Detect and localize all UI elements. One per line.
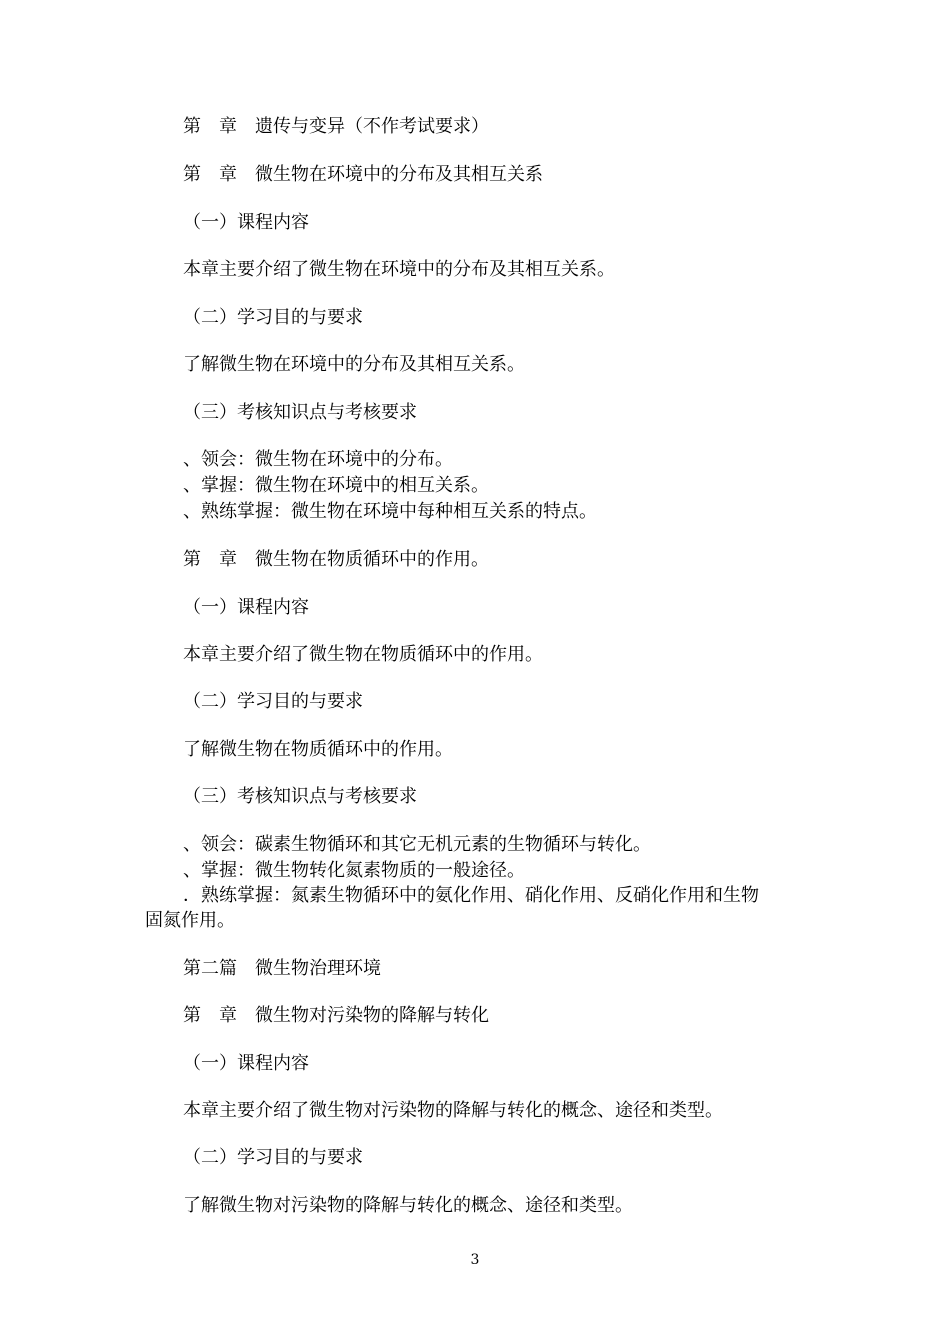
- list-item-continuation: 固氮作用。: [145, 910, 235, 931]
- list-item: 、掌握：微生物在环境中的相互关系。: [183, 475, 489, 496]
- section-heading: （三）考核知识点与考核要求: [183, 786, 417, 807]
- paragraph: 本章主要介绍了微生物在物质循环中的作用。: [183, 644, 543, 665]
- paragraph: 本章主要介绍了微生物在环境中的分布及其相互关系。: [183, 259, 615, 280]
- section-heading: （二）学习目的与要求: [183, 307, 363, 328]
- part-heading: 第二篇 微生物治理环境: [183, 958, 381, 979]
- section-heading: （二）学习目的与要求: [183, 691, 363, 712]
- section-heading: （一）课程内容: [183, 1053, 309, 1074]
- paragraph: 了解微生物在物质循环中的作用。: [183, 739, 453, 760]
- chapter-heading: 第 章 微生物在环境中的分布及其相互关系: [183, 164, 543, 185]
- paragraph: 了解微生物对污染物的降解与转化的概念、途径和类型。: [183, 1195, 633, 1216]
- list-item: 、领会：碳素生物循环和其它无机元素的生物循环与转化。: [183, 834, 651, 855]
- section-heading: （一）课程内容: [183, 212, 309, 233]
- list-item: ．熟练掌握：氮素生物循环中的氨化作用、硝化作用、反硝化作用和生物: [183, 885, 759, 906]
- paragraph: 本章主要介绍了微生物对污染物的降解与转化的概念、途径和类型。: [183, 1100, 723, 1121]
- section-heading: （一）课程内容: [183, 597, 309, 618]
- chapter-heading: 第 章 微生物在物质循环中的作用。: [183, 549, 489, 570]
- list-item: 、熟练掌握：微生物在环境中每种相互关系的特点。: [183, 501, 597, 522]
- paragraph: 了解微生物在环境中的分布及其相互关系。: [183, 354, 525, 375]
- page-number: 3: [470, 1252, 480, 1268]
- list-item: 、掌握：微生物转化氮素物质的一般途径。: [183, 860, 525, 881]
- chapter-heading: 第 章 遗传与变异（不作考试要求）: [183, 116, 489, 137]
- list-item: 、领会：微生物在环境中的分布。: [183, 449, 453, 470]
- section-heading: （二）学习目的与要求: [183, 1147, 363, 1168]
- section-heading: （三）考核知识点与考核要求: [183, 402, 417, 423]
- chapter-heading: 第 章 微生物对污染物的降解与转化: [183, 1005, 489, 1026]
